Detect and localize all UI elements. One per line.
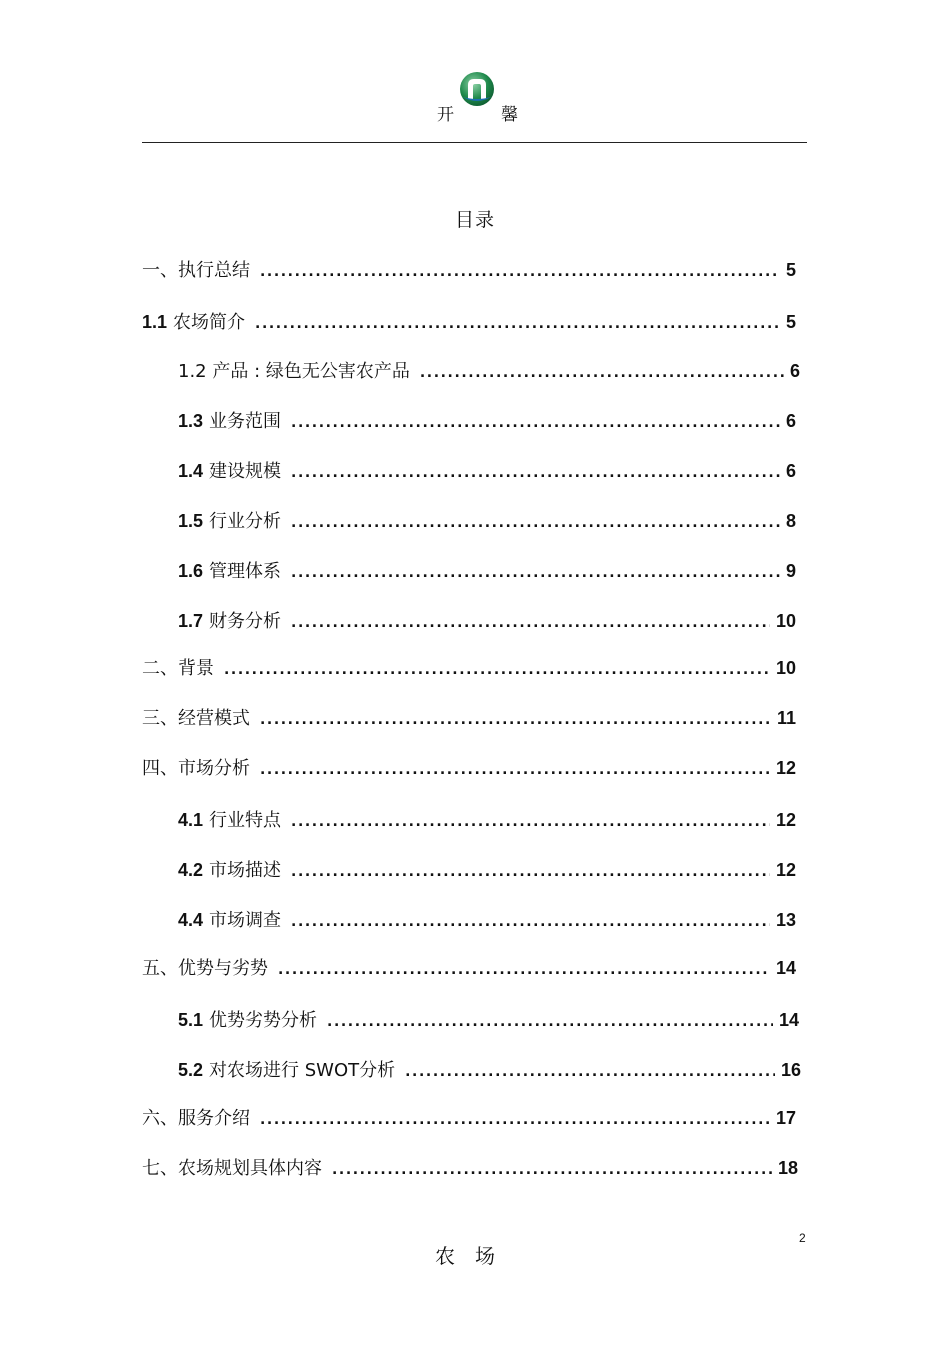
toc-entry-label: 一、执行总结 [142,260,250,281]
toc-entry-number: 1.7 [178,611,204,631]
toc-entry[interactable] [178,407,796,433]
toc-entry[interactable] [178,557,796,583]
toc-entry[interactable] [178,507,796,533]
toc-entry-number: 4.1 [178,810,204,830]
toc-entry-label: 财务分析 [209,611,282,632]
toc-entry-page: 12 [775,758,796,778]
toc-entry[interactable] [142,256,796,282]
toc-entry-number: 1.5 [178,511,204,531]
toc-entry-page: 11 [776,708,796,728]
toc-dot-leader [291,864,770,880]
toc-dot-leader [291,814,770,830]
toc-entry-page: 14 [778,1010,799,1030]
toc-entry-page: 5 [785,312,796,332]
toc-entry[interactable] [178,1056,801,1082]
toc-entry-label: 业务范围 [209,411,282,432]
toc-entry-number: 1.3 [178,411,204,431]
toc-dot-leader [255,316,780,332]
page-header [0,68,950,128]
toc-entry-page: 6 [785,461,796,481]
page-number: 2 [799,1231,806,1245]
toc-entry[interactable] [178,856,796,882]
toc-entry-label: 二、背景 [142,658,214,679]
page-footer: 农场 [435,1244,515,1268]
toc-entry[interactable] [178,1006,799,1032]
toc-entry-label: 五、优势与劣势 [142,958,268,979]
header-right-char: 馨 [501,105,518,125]
company-logo-icon [459,71,495,107]
toc-dot-leader [260,762,770,778]
toc-entry-number: 4.4 [178,910,204,930]
toc-entry-label: 优势劣势分析 [209,1010,318,1031]
toc-dot-leader [291,465,780,481]
toc-dot-leader [291,515,780,531]
toc-entry-number: 5.2 [178,1060,204,1080]
toc-entry-label: 1.2 产品 : 绿色无公害农产品 [178,361,410,382]
toc-entry[interactable] [178,607,796,633]
toc-entry-number: 1.1 [142,312,168,332]
toc-entry[interactable] [178,906,796,932]
toc-entry-label: 管理体系 [209,561,282,582]
toc-entry-page: 6 [785,411,796,431]
toc-entry-page: 13 [775,910,796,930]
toc-entry-page: 10 [775,611,796,631]
toc-dot-leader [291,565,780,581]
toc-dot-leader [327,1014,773,1030]
toc-entry[interactable] [142,1154,798,1180]
toc-entry-page: 14 [775,958,796,978]
toc-entry-label: 四、市场分析 [142,758,250,779]
toc-entry-label: 七、农场规划具体内容 [142,1158,322,1179]
toc-title: 目录 [454,209,495,231]
toc-entry[interactable] [142,1104,796,1130]
toc-entry-page: 9 [785,561,796,581]
toc-dot-leader [278,962,770,978]
toc-entry[interactable] [178,457,796,483]
toc-entry-page: 12 [775,860,796,880]
toc-dot-leader [291,914,770,930]
toc-entry[interactable] [142,704,796,730]
toc-entry-page: 10 [775,658,796,678]
toc-dot-leader [260,712,771,728]
header-divider [142,142,807,143]
toc-dot-leader [291,615,770,631]
toc-entry-page: 8 [785,511,796,531]
toc-entry-page: 6 [789,361,800,381]
toc-entry-number: 4.2 [178,860,204,880]
toc-dot-leader [420,365,784,381]
toc-entry[interactable] [178,806,796,832]
toc-dot-leader [260,264,780,280]
toc-entry[interactable] [142,308,796,334]
toc-entry[interactable] [178,357,800,383]
toc-entry-page: 18 [777,1158,798,1178]
toc-entry[interactable] [142,954,796,980]
toc-entry-label: 市场描述 [209,860,282,881]
toc-dot-leader [332,1162,772,1178]
toc-entry-page: 5 [785,260,796,280]
toc-entry[interactable] [142,754,796,780]
toc-entry-label: 行业分析 [209,511,282,532]
toc-dot-leader [224,662,770,678]
toc-entry-label: 六、服务介绍 [142,1108,250,1129]
toc-entry-page: 12 [775,810,796,830]
toc-dot-leader [405,1064,775,1080]
toc-entry-label: 三、经营模式 [142,708,250,729]
toc-entry-label: 建设规模 [209,461,282,482]
toc-entry-label: 对农场进行 SWOT分析 [209,1060,396,1081]
toc-entry-number: 5.1 [178,1010,204,1030]
toc-dot-leader [260,1112,770,1128]
toc-entry-page: 17 [775,1108,796,1128]
toc-entry-page: 16 [780,1060,801,1080]
toc-entry-label: 农场简介 [173,312,246,333]
toc-entry-label: 市场调查 [209,910,282,931]
header-left-char: 开 [437,105,454,125]
toc-entry-number: 1.4 [178,461,204,481]
toc-entry-label: 行业特点 [209,810,282,831]
toc-dot-leader [291,415,780,431]
toc-entry[interactable] [142,654,796,680]
toc-entry-number: 1.6 [178,561,204,581]
